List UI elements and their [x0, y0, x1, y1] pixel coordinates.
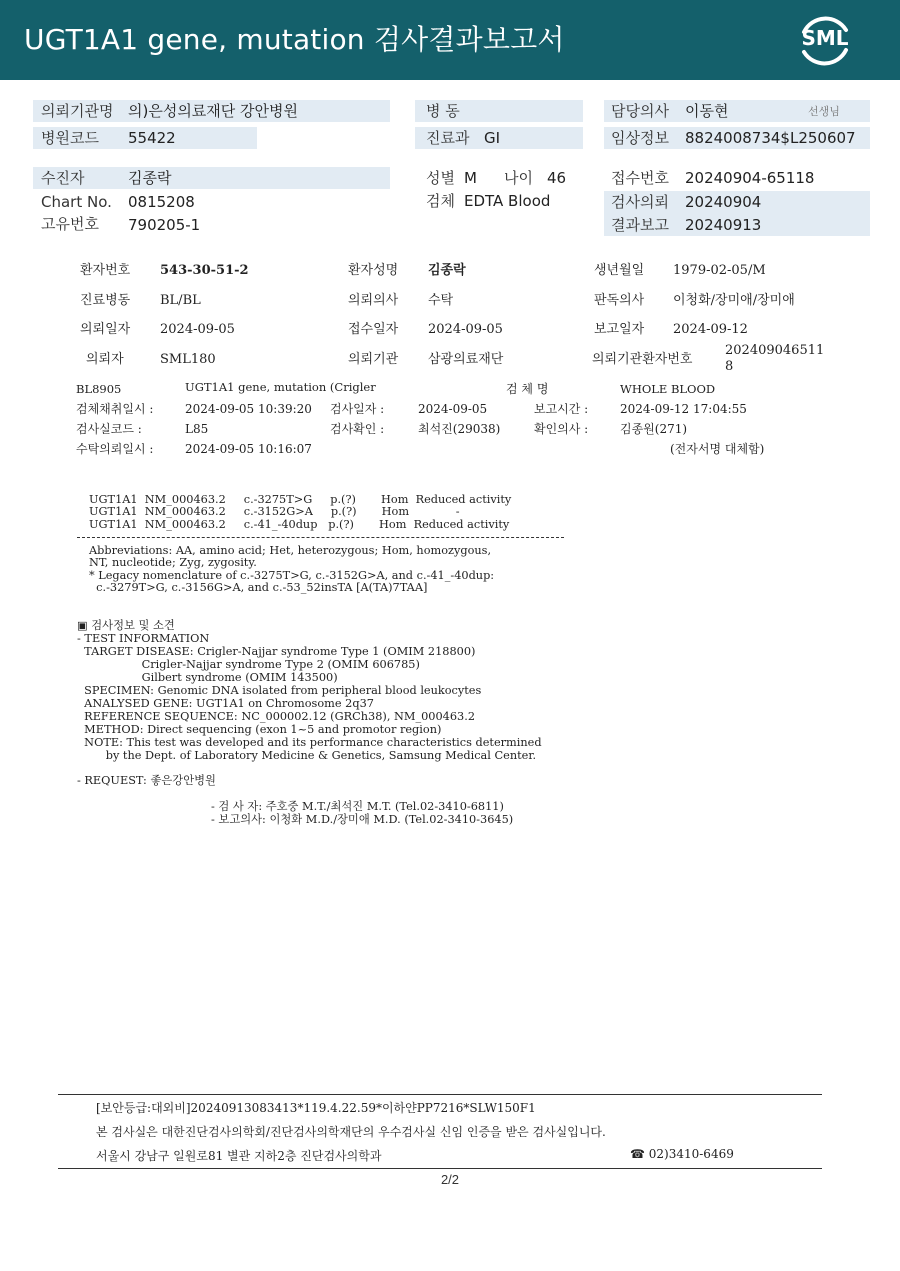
security-line: [보안등급:대외비]20240913083413*119.4.22.59*이하얀PP7216*SLW150F1	[96, 1101, 536, 1115]
request-value: 20240904	[685, 193, 762, 211]
page-number: 2/2	[440, 1172, 460, 1187]
info-label: 접수일자	[348, 322, 399, 337]
clinical-value: 8824008734$L250607	[685, 129, 856, 147]
check-doc-value: 김종원(271)	[620, 422, 688, 436]
hospcode-value: 55422	[128, 129, 176, 147]
age-value: 46	[547, 169, 567, 187]
hospcode-label: 병원코드	[41, 129, 99, 147]
sml-logo	[794, 12, 856, 68]
results-divider	[77, 537, 564, 538]
info-value: SML180	[160, 352, 216, 367]
sex-label: 성별	[426, 169, 455, 187]
specimen-value: EDTA Blood	[464, 192, 551, 210]
abbrev-line: NT, nucleotide; Zyg, zygosity.	[89, 556, 257, 569]
result-row: UGT1A1 NM_000463.2 c.-41_-40dup p.(?) Hom Reduced activity	[89, 518, 510, 531]
dept-value: GI	[484, 129, 501, 147]
room-label: 검사실코드 :	[76, 422, 142, 436]
report-time-label: 보고시간 :	[534, 402, 589, 416]
chart-value: 0815208	[128, 193, 195, 211]
uid-value: 790205-1	[128, 216, 201, 234]
finding-line: NOTE: This test was developed and its performance characteristics determined	[77, 736, 542, 749]
info-label: 의뢰의사	[348, 293, 399, 308]
sex-value: M	[464, 169, 477, 187]
result-value: 20240913	[685, 216, 762, 234]
finding-line: by the Dept. of Laboratory Medicine & Genetics, Samsung Medical Center.	[77, 749, 537, 762]
info-label: 의뢰일자	[80, 322, 131, 337]
confirm-label: 검사확인 :	[330, 422, 385, 436]
certification-line: 본 검사실은 대한진단검사의학회/진단검사의학재단의 우수검사실 신임 인증을 받은 검사실입니다.	[96, 1125, 606, 1139]
uid-label: 고유번호	[41, 215, 99, 233]
info-value: 2024-09-12	[673, 322, 748, 337]
info-label: 환자번호	[80, 263, 131, 278]
test-code: BL8905	[76, 382, 122, 396]
result-row: UGT1A1 NM_000463.2 c.-3152G>A p.(?) Hom -	[89, 505, 460, 518]
patient-value: 김종락	[128, 169, 172, 187]
info-value: 1979-02-05/M	[673, 263, 766, 278]
info-label: 환자성명	[348, 263, 399, 278]
result-label: 결과보고	[611, 216, 669, 234]
dept-label: 진료과	[426, 129, 470, 147]
receipt-value: 20240904-65118	[685, 169, 815, 187]
doctor-suffix: 선생님	[808, 105, 840, 118]
ward-label: 병 동	[426, 102, 460, 120]
finding-line: Crigler-Najjar syndrome Type 2 (OMIM 606785)	[77, 658, 420, 671]
info-value: 2024-09-05	[160, 322, 235, 337]
findings-title: ▣ 검사정보 및 소견	[77, 619, 175, 632]
info-value-cont: 8	[725, 359, 734, 374]
patient-field-bg	[33, 167, 390, 189]
info-label: 의뢰자	[86, 352, 124, 367]
info-label: 보고일자	[594, 322, 645, 337]
institution-label: 의뢰기관명	[41, 102, 114, 120]
signer-line: - 검 사 자: 주호중 M.T./최석진 M.T. (Tel.02-3410-6811)	[211, 800, 504, 813]
phone-line: ☎ 02)3410-6469	[630, 1147, 734, 1161]
age-label: 나이	[504, 169, 533, 187]
footer-top-line	[58, 1094, 822, 1095]
abbrev-line: * Legacy nomenclature of c.-3275T>G, c.-3152G>A, and c.-41_-40dup:	[89, 569, 495, 582]
info-value: 202409046511	[725, 343, 825, 358]
doctor-label: 담당의사	[611, 102, 669, 120]
info-label: 판독의사	[594, 293, 645, 308]
info-value: 삼광의료재단	[428, 352, 504, 367]
abbrev-line: c.-3279T>G, c.-3156G>A, and c.-53_52insTA [A(TA)7TAA]	[89, 581, 428, 594]
request-line: - REQUEST: 좋은강안병원	[77, 774, 216, 787]
abbrev-line: Abbreviations: AA, amino acid; Het, heterozygous; Hom, homozygous,	[89, 544, 492, 557]
room-value: L85	[185, 422, 209, 436]
signer-line: - 보고의사: 이청화 M.D./장미애 M.D. (Tel.02-3410-3645)	[211, 813, 514, 826]
report-header	[0, 0, 900, 80]
report-time-value: 2024-09-12 17:04:55	[620, 402, 747, 416]
finding-line: METHOD: Direct sequencing (exon 1~5 and promotor region)	[77, 723, 442, 736]
specimen-name: WHOLE BLOOD	[620, 382, 716, 396]
specimen-label: 검체	[426, 192, 455, 210]
info-label: 생년월일	[594, 263, 645, 278]
test-name: UGT1A1 gene, mutation (Crigler	[185, 380, 376, 394]
exam-date-label: 검사일자 :	[330, 402, 385, 416]
specimen-name-label: 검 체 명	[506, 382, 549, 396]
clinical-label: 임상정보	[611, 129, 669, 147]
info-label: 진료병동	[80, 293, 131, 308]
finding-line: Gilbert syndrome (OMIM 143500)	[77, 671, 338, 684]
receipt-label: 접수번호	[611, 169, 669, 187]
patient-label: 수진자	[41, 169, 85, 187]
chart-label: Chart No.	[41, 193, 112, 211]
confirm-value: 최석진(29038)	[418, 422, 501, 436]
request-label: 검사의뢰	[611, 193, 669, 211]
logo-text: SML	[801, 26, 849, 50]
finding-line: - TEST INFORMATION	[77, 632, 210, 645]
finding-line: ANALYSED GENE: UGT1A1 on Chromosome 2q37	[77, 697, 374, 710]
check-doc-label: 확인의사 :	[534, 422, 589, 436]
collect-value: 2024-09-05 10:39:20	[185, 402, 312, 416]
footer-bottom-line	[58, 1168, 822, 1169]
address-line: 서울시 강남구 일원로81 별관 지하2층 진단검사의학과	[96, 1149, 382, 1163]
collect-label: 검체채취일시 :	[76, 402, 154, 416]
info-value: 수탁	[428, 293, 454, 308]
institution-value: 의)은성의료재단 강안병원	[128, 102, 299, 120]
doctor-value: 이동현	[685, 102, 729, 120]
consign-value: 2024-09-05 10:16:07	[185, 442, 312, 456]
finding-line: SPECIMEN: Genomic DNA isolated from peripheral blood leukocytes	[77, 684, 482, 697]
result-row: UGT1A1 NM_000463.2 c.-3275T>G p.(?) Hom Reduced activity	[89, 493, 512, 506]
info-label: 의뢰기관	[348, 352, 399, 367]
finding-line: TARGET DISEASE: Crigler-Najjar syndrome Type 1 (OMIM 218800)	[77, 645, 476, 658]
info-value: 이청화/장미애/장미애	[673, 293, 795, 308]
exam-date-value: 2024-09-05	[418, 402, 488, 416]
esign-note: (전자서명 대체함)	[670, 442, 765, 456]
info-value: BL/BL	[160, 293, 201, 308]
report-title: UGT1A1 gene, mutation 검사결과보고서	[24, 23, 565, 56]
info-label: 의뢰기관환자번호	[592, 352, 693, 367]
consign-label: 수탁의뢰일시 :	[76, 442, 154, 456]
finding-line: REFERENCE SEQUENCE: NC_000002.12 (GRCh38), NM_000463.2	[77, 710, 476, 723]
info-value: 2024-09-05	[428, 322, 503, 337]
info-value: 김종락	[428, 263, 466, 278]
info-value: 543-30-51-2	[160, 263, 249, 278]
